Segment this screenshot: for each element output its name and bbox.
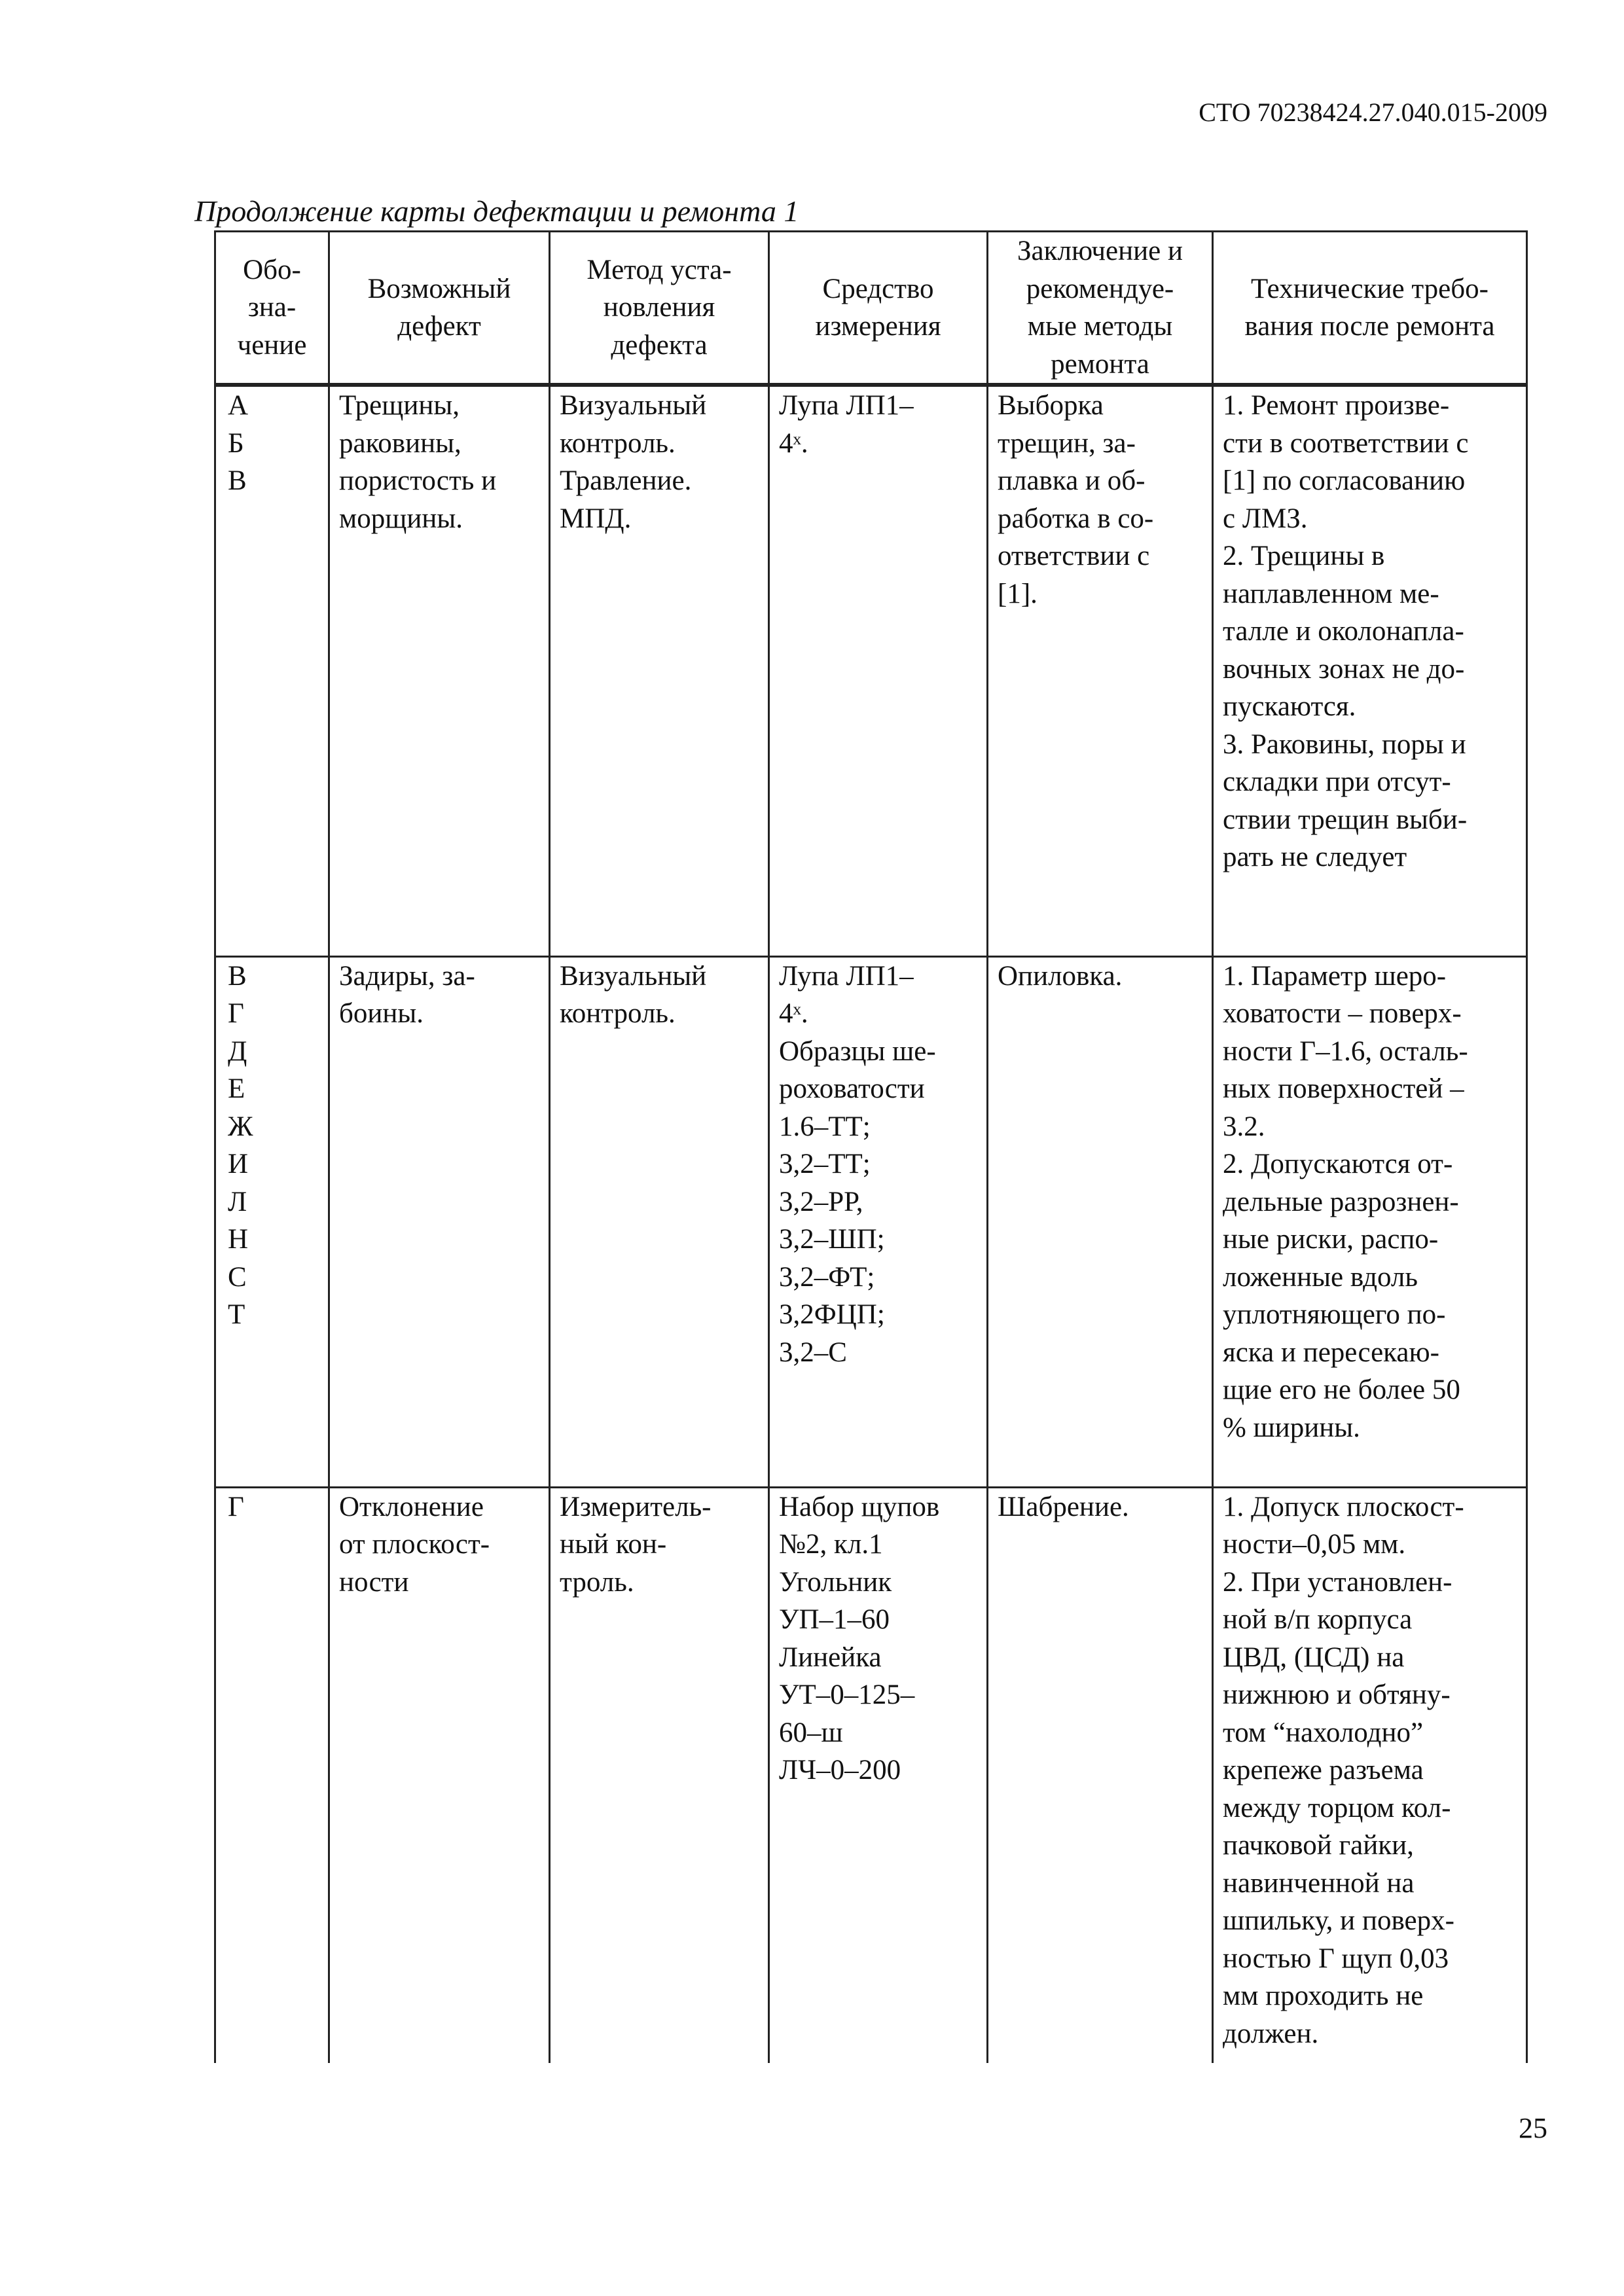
column-header-designation: Обо- зна- чение: [215, 232, 329, 386]
cell-instrument: Лупа ЛП1– 4ˣ. Образцы ше- роховатости 1.6–ТТ; 3,2–ТТ; 3,2–РР, 3,2–ШП; 3,2–ФТ; 3,2ФЦП; 3,2–С: [769, 956, 988, 1487]
cell-conclusion: Выборка трещин, за- плавка и об- работка в со- ответствии с [1].: [988, 385, 1213, 956]
cell-requirements: 1. Ремонт произве- сти в соответствии с [1] по согласованию с ЛМЗ. 2. Трещины в наплавленном ме- талле и околонапла- вочных зонах не до- пускаются. 3. Раковины, поры и складки при отсут- ствии трещин выби- рать не следует: [1213, 385, 1527, 956]
cell-requirements: 1. Допуск плоскост- ности–0,05 мм. 2. При установлен- ной в/п корпуса ЦВД, (ЦСД) на нижнюю и обтяну- том “нахолодно” крепеже разъема между торцом кол- пачковой гайки, навинченной на шпильку, и поверх- ностью Г щуп 0,03 мм проходить не должен.: [1213, 1487, 1527, 2063]
column-header-conclusion: Заключение и рекомендуе- мые методы ремонта: [988, 232, 1213, 386]
cell-method: Визуальный контроль.: [550, 956, 769, 1487]
cell-conclusion: Опиловка.: [988, 956, 1213, 1487]
column-header-defect: Возможный дефект: [329, 232, 550, 386]
table-row: [215, 956, 1527, 1487]
cell-instrument: Лупа ЛП1– 4ˣ.: [769, 385, 988, 956]
cell-requirements: 1. Параметр шеро- ховатости – поверх- ности Г–1.6, осталь- ных поверхностей – 3.2. 2. Допускаются от- дельные разрознен- ные риски, распо- ложенные вдоль уплотняющего по- яска и пересекаю- щие его не более 50 % ширины.: [1213, 956, 1527, 1487]
cell-defect: Трещины, раковины, пористость и морщины.: [329, 385, 550, 956]
column-header-instrument: Средство измерения: [769, 232, 988, 386]
table-row: [215, 385, 1527, 956]
cell-method: Измеритель- ный кон- троль.: [550, 1487, 769, 2063]
table-caption: Продолжение карты дефектации и ремонта 1: [194, 194, 799, 228]
cell-designation: А Б В: [215, 385, 329, 956]
page-number: 25: [1519, 2112, 1547, 2144]
defect-repair-table: [214, 230, 1528, 2063]
cell-conclusion: Шабрение.: [988, 1487, 1213, 2063]
cell-designation: В Г Д Е Ж И Л Н С Т: [215, 956, 329, 1487]
cell-instrument: Набор щупов №2, кл.1 Угольник УП–1–60 Линейка УТ–0–125– 60–ш ЛЧ–0–200: [769, 1487, 988, 2063]
table-body: [215, 385, 1527, 2063]
table-row: [215, 1487, 1527, 2063]
cell-method: Визуальный контроль. Травление. МПД.: [550, 385, 769, 956]
document-code: СТО 70238424.27.040.015-2009: [1199, 98, 1547, 127]
column-header-requirements: Технические требо- вания после ремонта: [1213, 232, 1527, 386]
cell-defect: Отклонение от плоскост- ности: [329, 1487, 550, 2063]
cell-designation: Г: [215, 1487, 329, 2063]
cell-defect: Задиры, за- боины.: [329, 956, 550, 1487]
table-header: [215, 232, 1527, 386]
column-header-method: Метод уста- новления дефекта: [550, 232, 769, 386]
header-row: [215, 232, 1527, 386]
